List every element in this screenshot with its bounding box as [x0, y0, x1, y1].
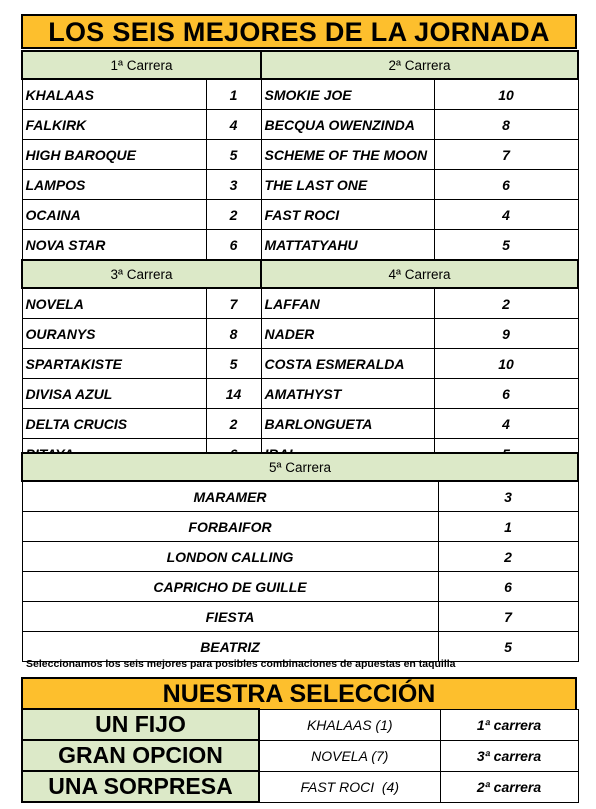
horse-name: FORBAIFOR: [22, 512, 438, 542]
horse-number: 4: [434, 200, 578, 230]
horse-number: 4: [206, 110, 261, 140]
horse-name: BARLONGUETA: [261, 409, 434, 439]
selection-pick: KHALAAS (1): [259, 709, 440, 740]
horse-name: CAPRICHO DE GUILLE: [22, 572, 438, 602]
horse-name: LONDON CALLING: [22, 542, 438, 572]
horse-name: SCHEME OF THE MOON: [261, 140, 434, 170]
race-header: 5ª Carrera: [22, 453, 578, 481]
horse-number: 2: [438, 542, 578, 572]
horse-name: DELTA CRUCIS: [22, 409, 206, 439]
table-row: [22, 572, 578, 602]
table-row: [22, 349, 578, 379]
horse-number: 8: [434, 110, 578, 140]
horse-number: 6: [438, 572, 578, 602]
table-row: [22, 200, 578, 230]
selection-note: Seleccionamos los seis mejores para posibles combinaciones de apuestas en taquilla: [26, 658, 456, 670]
table-row: [22, 481, 578, 512]
horse-number: 10: [434, 349, 578, 379]
horse-name: COSTA ESMERALDA: [261, 349, 434, 379]
horse-number: 2: [206, 200, 261, 230]
table-row: [22, 409, 578, 439]
races-1-4-table: [21, 50, 579, 469]
horse-name: SMOKIE JOE: [261, 79, 434, 110]
table-row: [22, 170, 578, 200]
race-header: 1ª Carrera: [22, 51, 261, 79]
horse-name: MATTATYAHU: [261, 230, 434, 261]
horse-number: 7: [438, 602, 578, 632]
selection-pick: NOVELA (7): [259, 740, 440, 771]
horse-name: AMATHYST: [261, 379, 434, 409]
table-row: [22, 79, 578, 110]
table-row: [22, 771, 578, 802]
horse-name: LAFFAN: [261, 288, 434, 319]
table-row: [22, 140, 578, 170]
horse-number: 5: [206, 349, 261, 379]
race-header: 2ª Carrera: [261, 51, 578, 79]
horse-name: HIGH BAROQUE: [22, 140, 206, 170]
horse-number: 1: [206, 79, 261, 110]
horse-name: BEATRIZ: [22, 632, 438, 662]
horse-name: SPARTAKISTE: [22, 349, 206, 379]
horse-name: OCAINA: [22, 200, 206, 230]
horse-number: 14: [206, 379, 261, 409]
horse-name: LAMPOS: [22, 170, 206, 200]
race-5-table: [21, 452, 579, 662]
horse-number: 2: [434, 288, 578, 319]
selection-pick: FAST ROCI (4): [259, 771, 440, 802]
horse-number: 8: [206, 319, 261, 349]
table-row: [22, 319, 578, 349]
horse-number: 5: [438, 632, 578, 662]
horse-number: 3: [206, 170, 261, 200]
table-row: [22, 740, 578, 771]
horse-name: THE LAST ONE: [261, 170, 434, 200]
race-header: 3ª Carrera: [22, 260, 261, 288]
horse-number: 7: [206, 288, 261, 319]
horse-name: OURANYS: [22, 319, 206, 349]
selection-race: 1ª carrera: [440, 709, 578, 740]
horse-number: 4: [434, 409, 578, 439]
horse-number: 5: [434, 230, 578, 261]
horse-name: FIESTA: [22, 602, 438, 632]
horse-number: 1: [438, 512, 578, 542]
table-row: [22, 512, 578, 542]
horse-number: 6: [434, 170, 578, 200]
selection-title: NUESTRA SELECCIÓN: [21, 677, 577, 709]
selection-label: UN FIJO: [22, 709, 259, 740]
selection-label: UNA SORPRESA: [22, 771, 259, 802]
horse-name: DIVISA AZUL: [22, 379, 206, 409]
horse-name: FALKIRK: [22, 110, 206, 140]
horse-number: 2: [206, 409, 261, 439]
selection-race: 3ª carrera: [440, 740, 578, 771]
table-row: [22, 230, 578, 261]
horse-number: 5: [206, 140, 261, 170]
horse-name: FAST ROCI: [261, 200, 434, 230]
table-row: [22, 288, 578, 319]
horse-number: 3: [438, 481, 578, 512]
horse-name: KHALAAS: [22, 79, 206, 110]
race-header: 4ª Carrera: [261, 260, 578, 288]
horse-number: 6: [206, 230, 261, 261]
table-row: [22, 379, 578, 409]
table-row: [22, 110, 578, 140]
horse-name: MARAMER: [22, 481, 438, 512]
horse-name: BECQUA OWENZINDA: [261, 110, 434, 140]
horse-name: NOVELA: [22, 288, 206, 319]
horse-number: 6: [434, 379, 578, 409]
selection-table: [21, 708, 579, 803]
horse-number: 10: [434, 79, 578, 110]
table-row: [22, 602, 578, 632]
table-row: [22, 632, 578, 662]
horse-name: NOVA STAR: [22, 230, 206, 261]
horse-number: 7: [434, 140, 578, 170]
selection-race: 2ª carrera: [440, 771, 578, 802]
horse-name: NADER: [261, 319, 434, 349]
horse-number: 9: [434, 319, 578, 349]
table-row: [22, 542, 578, 572]
selection-label: GRAN OPCION: [22, 740, 259, 771]
page-title: LOS SEIS MEJORES DE LA JORNADA: [21, 14, 577, 49]
table-row: [22, 709, 578, 740]
